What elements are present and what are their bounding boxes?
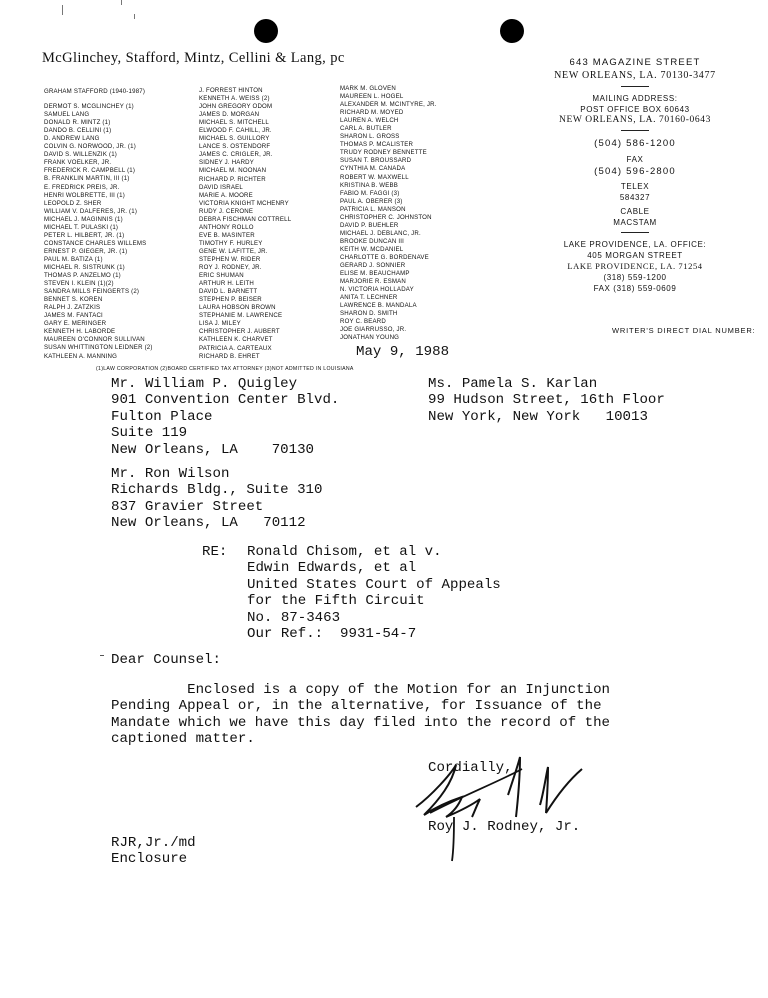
attorney-name: SIDNEY J. HARDY [199, 159, 255, 167]
attorney-name: SUSAN T. BROUSSARD [340, 157, 412, 165]
stray-mark [121, 0, 122, 5]
attorneys-column-1 [44, 88, 153, 360]
attorney-name: SHARON L. GROSS [340, 133, 400, 141]
attorney-name: CYNTHIA M. CANADA [340, 165, 406, 173]
addressee-block-3 [111, 466, 322, 532]
attorney-name: GERARD J. SONNIER [340, 262, 406, 270]
salutation: Dear Counsel: [111, 652, 221, 668]
attorney-name: KATHLEEN K. CHARVET [199, 336, 273, 344]
attorney-name: STEPHEN P. BEISER [199, 296, 262, 304]
re-line: Ronald Chisom, et al v. [247, 544, 442, 560]
re-label: RE: [202, 544, 228, 560]
signature [410, 755, 600, 865]
typist-initials: RJR,Jr./md [111, 835, 196, 851]
divider [621, 232, 649, 233]
attorney-name: ELISE M. BEAUCHAMP [340, 270, 410, 278]
letter-body [111, 682, 610, 748]
attorney-name: FREDERICK R. CAMPBELL (1) [44, 167, 136, 175]
divider [621, 86, 649, 87]
attorney-name: PATRICIA L. MANSON [340, 205, 406, 213]
branch-city: LAKE PROVIDENCE, LA. 71254 [567, 261, 703, 271]
attorney-name: JOE GIARRUSSO, JR. [340, 326, 407, 334]
cable-name: MACSTAM [613, 218, 657, 227]
attorney-name: VICTORIA KNIGHT MCHENRY [199, 199, 289, 207]
re-line: No. 87-3463 [247, 609, 341, 626]
body-line: Pending Appeal or, in the alternative, for Issuance of the [111, 698, 602, 715]
mailing-label: MAILING ADDRESS: [592, 94, 678, 103]
founder-line: GRAHAM STAFFORD (1940-1987) [44, 88, 146, 95]
attorney-name: DAVID ISRAEL [199, 183, 243, 191]
attorney-name: STEPHANIE M. LAWRENCE [199, 312, 283, 320]
enclosure-note: Enclosure [111, 851, 188, 867]
stray-mark [134, 14, 135, 19]
footnote-legend: (1)LAW CORPORATION (2)BOARD CERTIFIED TAX ATTORNEY (3)NOT ADMITTED IN LOUISIANA [96, 366, 354, 372]
telex-label: TELEX [620, 182, 650, 191]
branch-label: LAKE PROVIDENCE, LA. OFFICE: [563, 240, 707, 249]
attorney-name: DAVID P. BUEHLER [340, 221, 399, 229]
attorney-name: THOMAS P. MCALISTER [340, 141, 414, 149]
attorney-name: STEVEN I. KLEIN (1)(2) [44, 280, 114, 288]
fax-number: (504) 596-2800 [594, 166, 676, 177]
attorney-name: DAVID L. BARNETT [199, 288, 258, 296]
address-line: Ms. Pamela S. Karlan [428, 376, 598, 392]
address-line: 901 Convention Center Blvd. [111, 392, 340, 409]
attorneys-column-3 [340, 85, 437, 343]
attorney-name: MAUREEN L. HOGEL [340, 93, 404, 101]
attorney-name: STEPHEN W. RIDER [199, 255, 261, 263]
re-line: Edwin Edwards, et al [247, 560, 417, 577]
attorney-name: DERMOT S. MCGLINCHEY (1) [44, 103, 134, 111]
addressee-block-2 [428, 376, 665, 425]
attorney-name: MICHAEL J. MAGINNIS (1) [44, 215, 123, 223]
attorney-name: DEBRA FISCHMAN COTTRELL [199, 215, 292, 223]
address-line: 99 Hudson Street, 16th Floor [428, 392, 665, 409]
attorney-name: CHARLOTTE G. BORDENAVE [340, 253, 429, 261]
address-line: New Orleans, LA 70112 [111, 515, 306, 532]
attorney-name: MARIE A. MOORE [199, 191, 253, 199]
attorney-name: RICHARD M. MOYED [340, 109, 404, 117]
attorney-name: PATRICIA A. CARTEAUX [199, 344, 272, 352]
attorney-name: DAVID S. WILLENZIK (1) [44, 151, 118, 159]
attorney-name: PAUL A. OBERER (3) [340, 197, 403, 205]
attorney-name: SUSAN WHITTINGTON LEIDNER (2) [44, 344, 153, 352]
branch-fax: FAX (318) 559-0609 [593, 284, 677, 293]
cable-label: CABLE [620, 207, 650, 216]
attorney-name: THOMAS P. ANZELMO (1) [44, 272, 121, 280]
attorney-name: RUDY J. CERONE [199, 207, 254, 215]
attorney-name: COLVIN G. NORWOOD, JR. (1) [44, 143, 136, 151]
attorney-name: ALEXANDER M. MCINTYRE, JR. [340, 101, 437, 109]
attorney-name: RICHARD B. EHRET [199, 352, 260, 360]
telex-number: 584327 [619, 193, 651, 202]
attorney-name: KENNETH H. LABORDE [44, 328, 116, 336]
firm-contact-block [540, 56, 730, 294]
attorney-name: DONALD R. MINTZ (1) [44, 119, 111, 127]
attorney-name: JAMES M. FANTACI [44, 312, 103, 320]
attorney-name: RICHARD P. RICHTER [199, 175, 266, 183]
attorney-name: E. FREDRICK PREIS, JR. [44, 183, 120, 191]
direct-dial-label: WRITER'S DIRECT DIAL NUMBER: [612, 326, 756, 335]
attorney-name: CHRISTOPHER C. JOHNSTON [340, 213, 432, 221]
address-line: Suite 119 [111, 425, 188, 442]
attorney-name: PAUL M. BATIZA (1) [44, 255, 103, 263]
phone: (504) 586-1200 [594, 138, 676, 149]
signer-name: Roy J. Rodney, Jr. [428, 819, 581, 835]
attorney-name: RALPH J. ZATZKIS [44, 304, 101, 312]
address-line: Fulton Place [111, 408, 213, 425]
addressee-block-1 [111, 376, 339, 458]
attorney-name: ANITA T. LECHNER [340, 294, 398, 302]
attorney-name: FABIO M. FAGGI (3) [340, 189, 400, 197]
attorney-name: MICHAEL M. NOONAN [199, 167, 267, 175]
attorney-name: KRISTINA B. WEBB [340, 181, 399, 189]
attorney-name: LISA J. MILEY [199, 320, 241, 328]
attorney-name: SANDRA MILLS FEINGERTS (2) [44, 288, 140, 296]
attorney-name: ROY J. RODNEY, JR. [199, 264, 262, 272]
address-line: New York, New York 10013 [428, 408, 648, 425]
letter-date: May 9, 1988 [356, 344, 450, 360]
body-line: Enclosed is a copy of the Motion for an Injunction [111, 682, 610, 698]
attorney-name: MARK M. GLOVEN [340, 85, 396, 92]
stray-mark [100, 655, 104, 656]
attorney-name: LAUREN A. WELCH [340, 117, 399, 125]
attorney-name: D. ANDREW LANG [44, 135, 100, 143]
attorney-name: MICHAEL T. PULASKI (1) [44, 223, 119, 231]
attorney-name: DANDO B. CELLINI (1) [44, 127, 112, 135]
attorney-name: KATHLEEN A. MANNING [44, 352, 118, 360]
attorney-name: FRANK VOELKER, JR. [44, 159, 112, 167]
attorney-name: ROBERT W. MAXWELL [340, 173, 409, 181]
attorney-name: JAMES D. MORGAN [199, 111, 260, 119]
address-line: Mr. Ron Wilson [111, 466, 230, 482]
attorney-name: MICHAEL S. GUILLORY [199, 135, 270, 143]
attorney-name: LANCE S. OSTENDORF [199, 143, 271, 151]
re-line: Our Ref.: 9931-54-7 [247, 625, 417, 642]
address-line: New Orleans, LA 70130 [111, 441, 314, 458]
attorney-name: B. FRANKLIN MARTIN, III (1) [44, 175, 130, 183]
attorney-name: GARY E. MERINGER [44, 320, 107, 328]
address-line: Richards Bldg., Suite 310 [111, 482, 323, 499]
firm-name: McGlinchey, Stafford, Mintz, Cellini & Lang, pc [42, 50, 345, 66]
attorney-name: HENRI WOLBRETTE, III (1) [44, 191, 125, 199]
closing: Cordially, [428, 760, 513, 776]
attorney-name: CARL A. BUTLER [340, 125, 392, 133]
po-city: NEW ORLEANS, LA. 70160-0643 [559, 115, 711, 125]
attorney-name: CHRISTOPHER J. AUBERT [199, 328, 280, 336]
attorney-name: JONATHAN YOUNG [340, 334, 400, 342]
branch-street: 405 MORGAN STREET [587, 251, 683, 260]
branch-phone: (318) 559-1200 [603, 273, 667, 282]
attorney-name: JOHN GREGORY ODOM [199, 103, 273, 111]
office-city: NEW ORLEANS, LA. 70130-3477 [554, 70, 716, 81]
fax-label: FAX [626, 155, 644, 164]
re-line: United States Court of Appeals [247, 576, 501, 593]
attorney-name: BROOKE DUNCAN III [340, 237, 405, 245]
punch-hole-left [254, 19, 278, 43]
attorney-name: LEOPOLD Z. SHER [44, 199, 102, 207]
attorney-name: BENNET S. KOREN [44, 296, 103, 304]
attorney-name: MAUREEN O'CONNOR SULLIVAN [44, 336, 145, 344]
attorney-name: ROY C. BEARD [340, 318, 386, 326]
attorney-name: KEITH W. MCDANIEL [340, 245, 404, 253]
attorney-name: MARJORIE R. ESMAN [340, 278, 407, 286]
attorney-name: ERNEST P. GIEGER, JR. (1) [44, 247, 128, 255]
attorney-name: WILLIAM V. DALFERES, JR. (1) [44, 207, 138, 215]
po-box: POST OFFICE BOX 60643 [580, 105, 690, 114]
stray-mark [62, 5, 63, 15]
attorney-name: MICHAEL J. DEBLANC, JR. [340, 229, 421, 237]
attorney-name: GENE W. LAFITTE, JR. [199, 247, 268, 255]
address-line: 837 Gravier Street [111, 498, 264, 515]
attorney-name: LAURA HOBSON BROWN [199, 304, 276, 312]
attorney-name: EVE B. MASINTER [199, 231, 255, 239]
attorney-name: MICHAEL S. MITCHELL [199, 119, 269, 127]
attorney-name: ARTHUR H. LEITH [199, 280, 255, 288]
office-street: 643 MAGAZINE STREET [569, 57, 701, 68]
attorney-name: TIMOTHY F. HURLEY [199, 239, 263, 247]
divider [621, 130, 649, 131]
re-line: for the Fifth Circuit [247, 593, 425, 610]
attorney-name: N. VICTORIA HOLLADAY [340, 286, 414, 294]
attorney-name: ELWOOD F. CAHILL, JR. [199, 127, 272, 135]
attorney-name: J. FORREST HINTON [199, 87, 263, 94]
attorney-name: SHARON D. SMITH [340, 310, 398, 318]
attorney-name: ERIC SHUMAN [199, 272, 244, 280]
attorney-name: MICHAEL R. SISTRUNK (1) [44, 263, 125, 271]
attorney-name: CONSTANCE CHARLES WILLEMS [44, 239, 147, 247]
body-line: Mandate which we have this day filed into the record of the [111, 714, 610, 731]
attorneys-column-2 [199, 87, 291, 361]
attorney-name: LAWRENCE B. MANDALA [340, 302, 417, 310]
attorney-name: KENNETH A. WEISS (2) [199, 95, 270, 103]
body-line: captioned matter. [111, 731, 255, 748]
attorney-name: TRUDY RODNEY BENNETTE [340, 149, 427, 157]
attorney-name: JAMES C. CRIGLER, JR. [199, 151, 273, 159]
attorney-name: ANTHONY ROLLO [199, 223, 254, 231]
attorney-name: SAMUEL LANG [44, 111, 90, 119]
re-block [247, 544, 501, 642]
address-line: Mr. William P. Quigley [111, 376, 298, 392]
attorney-name: PETER L. HILBERT, JR. (1) [44, 231, 125, 239]
punch-hole-right [500, 19, 524, 43]
